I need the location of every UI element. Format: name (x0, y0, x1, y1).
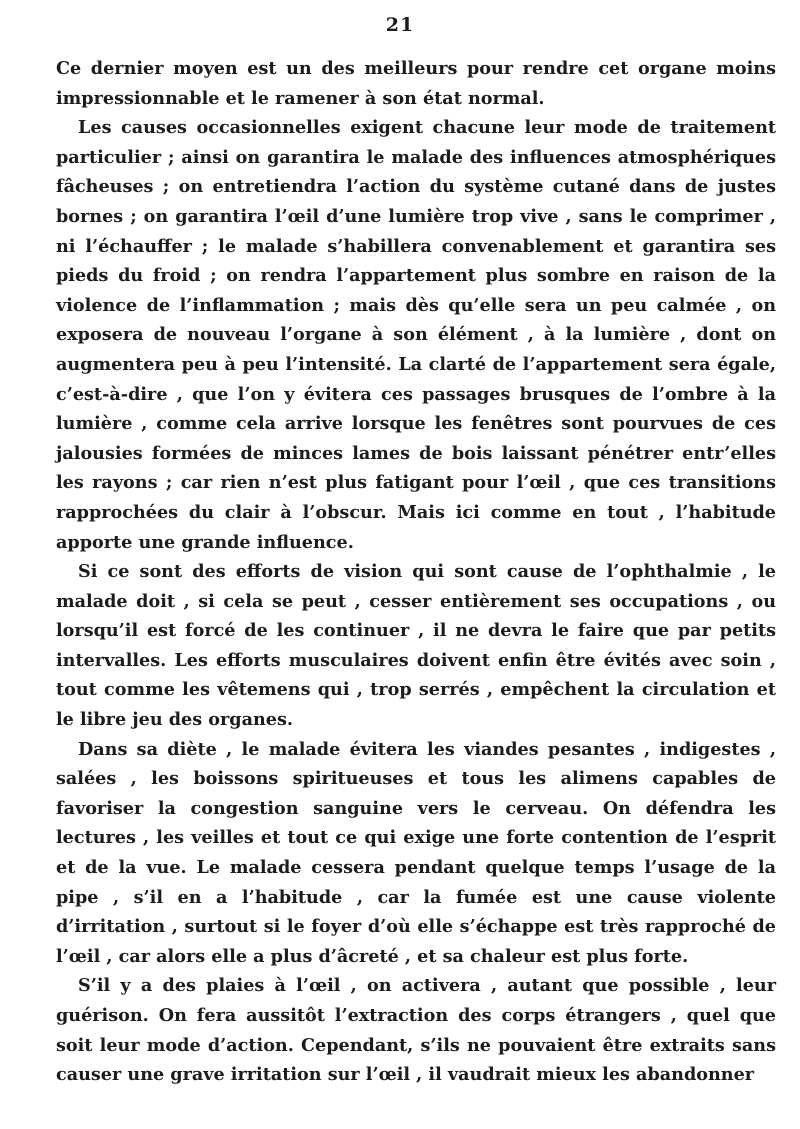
paragraph: Si ce sont des efforts de vision qui sont cause de l’ophthalmie , le malade doit , si cela se peut , cesser entièrement ses occupations , ou lorsqu’il est forcé de les continuer , il ne devra le faire que par petits intervalles. Les efforts musculaires doivent enfin être évités avec soin , tout comme les vêtemens qui , trop serrés , empêchent la circulation et le libre jeu des organes. (56, 561, 776, 731)
paragraph: S’il y a des plaies à l’œil , on activera , autant que possible , leur guérison. On fera aussitôt l’extraction des corps étrangers , quel que soit leur mode d’action. Cependant, s’ils ne pouvaient être extraits sans causer une grave irritation sur l’œil , il vaudrait mieux les abandonner (56, 975, 776, 1086)
page-number: 21 (385, 14, 415, 36)
body-text (56, 54, 776, 1090)
paragraph: Les causes occasionnelles exigent chacune leur mode de traitement particulier ; ainsi on garantira le malade des influences atmosphériques fâcheuses ; on entretiendra l’action du système cutané dans de justes bornes ; on garantira l’œil d’une lumière trop vive , sans le comprimer , ni l’échauffer ; le malade s’habillera convenablement et garantira ses pieds du froid ; on rendra l’appartement plus sombre en raison de la violence de l’inflammation ; mais dès qu’elle sera un peu calmée , on exposera de nouveau l’organe à son élément , à la lumière , dont on augmentera peu à peu l’intensité. La clarté de l’appartement sera égale, c’est-à-dire , que l’on y évitera ces passages brusques de l’ombre à la lumière , comme cela arrive lorsque les fenêtres sont pourvues de ces jalousies formées de minces lames de bois laissant pénétrer entr’elles les rayons ; car rien n’est plus fatigant pour l’œil , que ces transitions rapprochées du clair à l’obscur. Mais ici comme en tout , l’habitude apporte une grande influence. (56, 117, 776, 553)
paragraph: Dans sa diète , le malade évitera les viandes pesantes , indigestes , salées , les boissons spiritueuses et tous les alimens capables de favoriser la congestion sanguine vers le cerveau. On défendra les lectures , les veilles et tout ce qui exige une forte contention de l’esprit et de la vue. Le malade cessera pendant quelque temps l’usage de la pipe , s’il en a l’habitude , car la fumée est une cause violente d’irritation , surtout si le foyer d’où elle s’échappe est très rapproché de l’œil , car alors elle a plus d’âcreté , et sa chaleur est plus forte. (56, 738, 776, 967)
paragraph: Ce dernier moyen est un des meilleurs pour rendre cet organe moins impressionnable et le ramener à son état normal. (56, 58, 776, 109)
